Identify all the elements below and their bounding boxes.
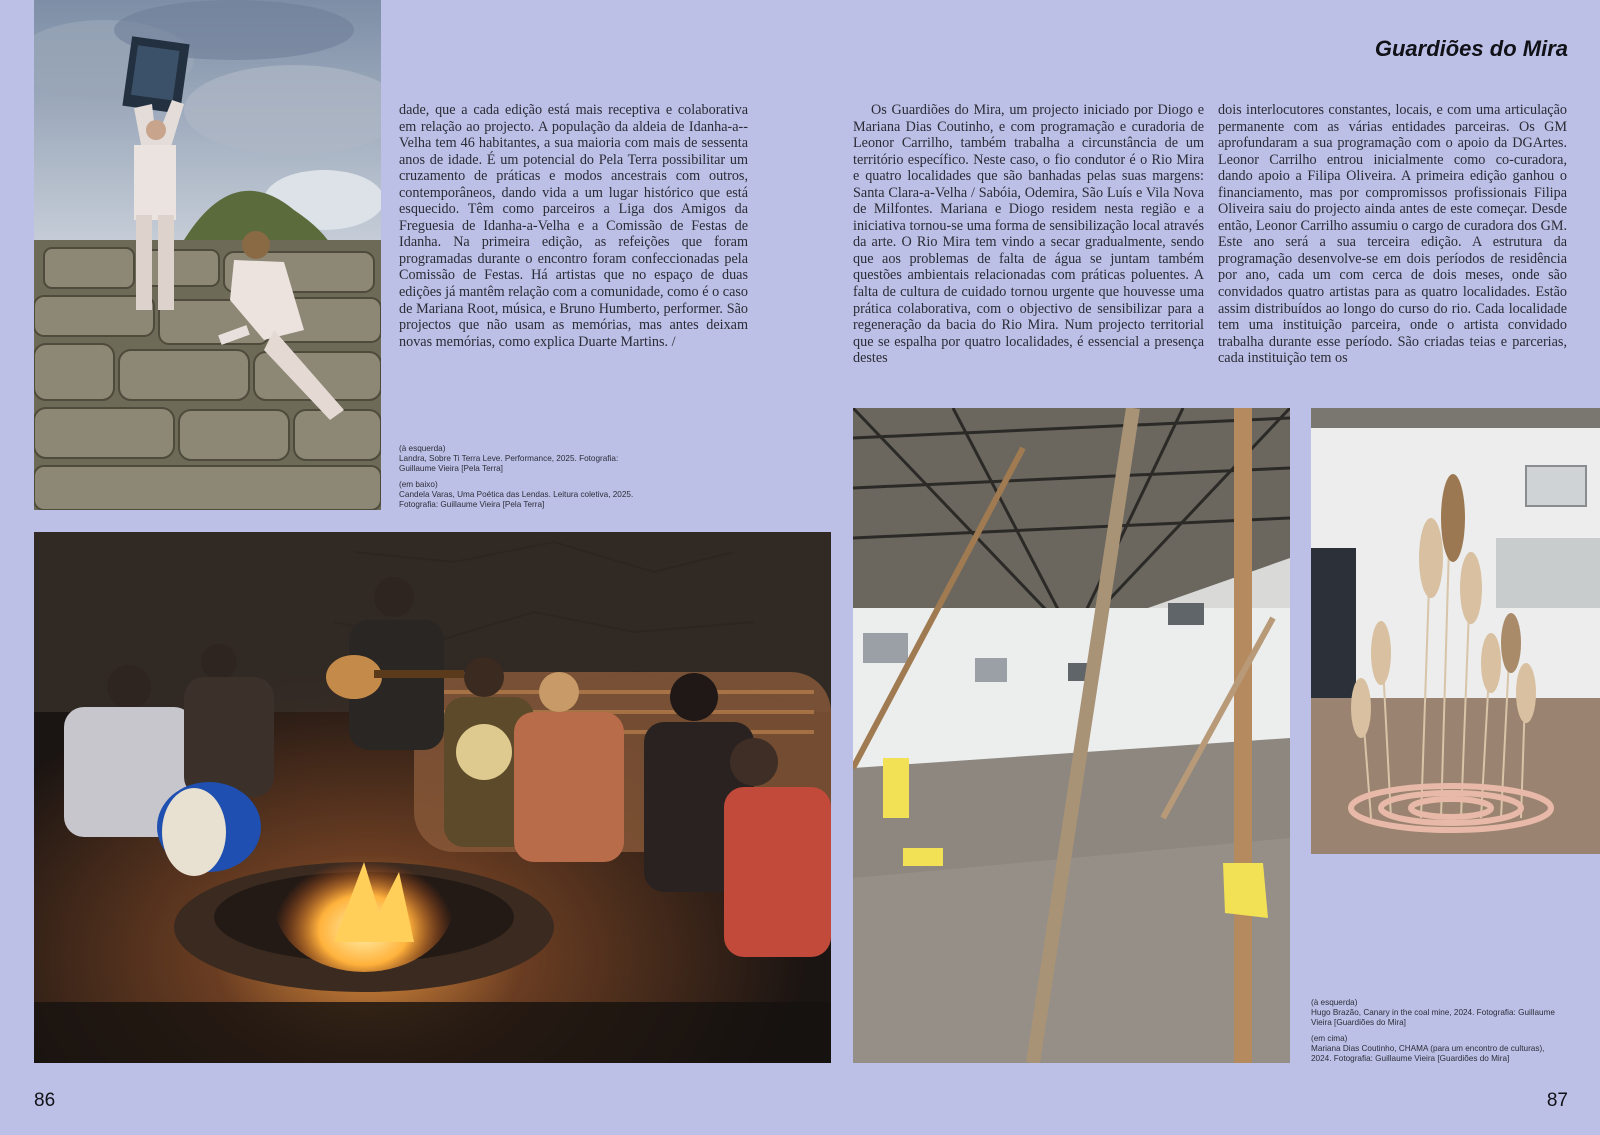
photo-warehouse-installation bbox=[853, 408, 1290, 1063]
caption-text: Hugo Brazão, Canary in the coal mine, 2024. Fotografia: Guillaume Vieira [Guardiões do Mira] bbox=[1311, 1008, 1555, 1027]
caption-left-top bbox=[399, 444, 649, 516]
section-title: Guardiões do Mira bbox=[1374, 36, 1568, 61]
caption-position: (em cima) bbox=[1311, 1034, 1348, 1043]
caption-text: Landra, Sobre Ti Terra Leve. Performance, 2025. Fotografia: Guillaume Vieira [Pela Terra] bbox=[399, 454, 619, 473]
caption-position: (à esquerda) bbox=[399, 444, 446, 453]
page-number-left: 86 bbox=[34, 1090, 56, 1111]
photo-campfire-reading bbox=[34, 532, 831, 1063]
right-body-text-col2: dois interlocutores constantes, locais, e com uma articulação permanente com as várias entidades parceiras. Os GM aprofundaram a sua programação com o apoio da DGArtes. Leonor Carrilho entrou inicialmente como co-curadora, dando apoio a Filipa Oliveira. A primeira edição ganhou o financiamento, mas por compromissos profissionais Filipa Oliveira saiu do projecto ainda antes de este começar. Desde então, Leonor Carrilho assumiu o cargo de curadora dos GM. Este ano será a sua terceira edição. A estrutura da programação desenvolve-se em dois períodos de residência por ano, cada um com cerca de dois meses, onde são convidados quatro artistas para as quatro localidades. Estão assim distribuídos ao longo do curso do rio. Cada localidade tem uma instituição parceira, onde o artista convidado trabalha durante esse período. São criadas teias e parcerias, cada instituição tem os bbox=[1218, 102, 1567, 367]
caption-text: Mariana Dias Coutinho, CHAMA (para um encontro de culturas), 2024. Fotografia: Guillaume Vieira [Guardiões do Mira] bbox=[1311, 1044, 1545, 1063]
caption-text: Candela Varas, Uma Poética das Lendas. Leitura coletiva, 2025. Fotografia: Guillaume Vieira [Pela Terra] bbox=[399, 490, 634, 509]
left-body-text: dade, que a cada edição está mais receptiva e colaborativa em relação ao projecto. A população da aldeia de Idanha-a--Velha tem 46 habitantes, a sua maioria com mais de sessenta anos de idade. É um potencial do Pela Terra possibilitar um cruzamento de práticas e modos ancestrais com outros, contemporâneos, dando vida a um lugar histórico que está esquecido. Têm como parceiros a Liga dos Amigos da Freguesia de Idanha-a-Velha e a Comissão de Festas de Idanha. Na primeira edição, as refeições que foram programadas durante o encontro foram confeccionadas pela Comissão de Festas. Há artistas que no espaço de duas edições já mantêm relação com a comunidade, como é o caso de Mariana Root, música, e Bruno Humberto, performer. São projectos que não usam as memórias, mas antes deixam novas memórias, como explica Duarte Martins. / bbox=[399, 102, 748, 350]
page-number-right: 87 bbox=[1546, 1090, 1568, 1111]
photo-pampas-spiral bbox=[1311, 408, 1600, 854]
photo-performance-stone-wall bbox=[34, 0, 381, 510]
caption-position: (à esquerda) bbox=[1311, 998, 1358, 1007]
caption-position: (em baixo) bbox=[399, 480, 438, 489]
right-body-text-col1: Os Guardiões do Mira, um projecto iniciado por Diogo e Mariana Dias Coutinho, e com programação e curadoria de Leonor Carrilho, também trabalha a circunstância de um território específico. Neste caso, o fio condutor é o Rio Mira e quatro localidades que são banhadas pelas suas margens: Santa Clara-a-Velha / Sabóia, Odemira, São Luís e Vila Nova de Milfontes. Mariana e Diogo residem nesta região e a iniciativa tornou-se uma forma de sensibilização local através da arte. O Rio Mira tem vindo a secar gradualmente, sendo que aos problemas de falta de água se juntam também questões ambientais relacionadas com práticas poluentes. A falta de cultura de cuidado tornou urgente que houvesse uma prática colaborativa, com o objectivo de sensibilizar para a regeneração da bacia do Rio Mira. Num projecto territorial que se espalha por quatro localidades, é essencial a presença destes bbox=[853, 102, 1204, 367]
caption-right bbox=[1311, 998, 1561, 1070]
